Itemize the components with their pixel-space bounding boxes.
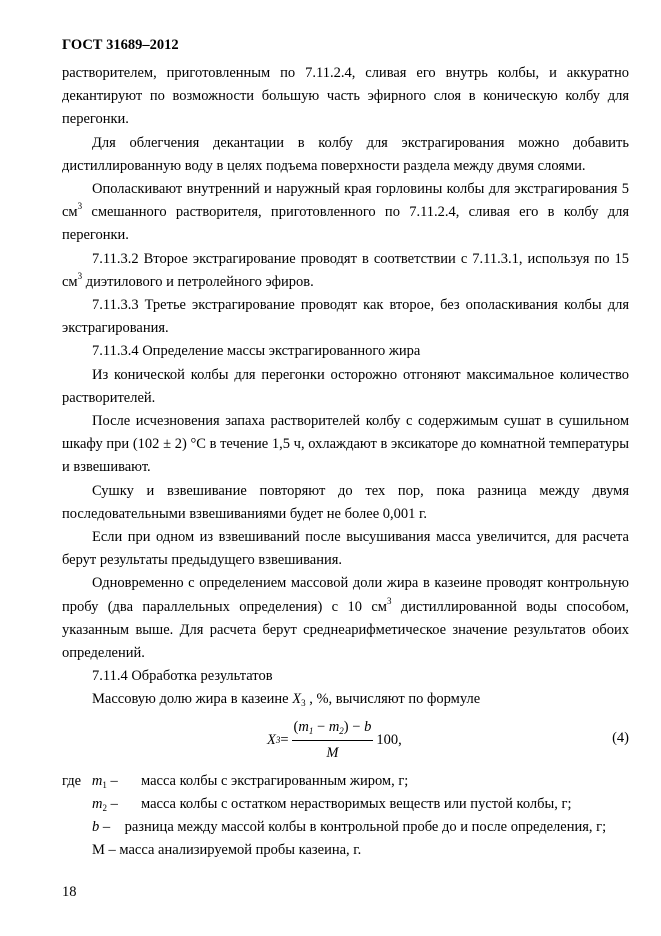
section-heading: 7.11.4 Обработка результатов (92, 668, 273, 685)
paragraph: растворителем, приготовленным по 7.11.2.4, сливая его внутрь колбы, и аккуратно декантируют по возможности большую часть эфирного слоя в коническую колбу для перегонки. (62, 65, 629, 128)
definition-item: М – масса анализируемой пробы казеина, г. (92, 842, 362, 859)
paragraph: После исчезновения запаха растворителей колбу с содержимым сушат в сушильном шкафу при (102 ± 2) °С в течение 1,5 ч, охлаждают в эксикаторе до комнатной температуры и взвешивают. (62, 413, 629, 476)
paragraph: Для облегчения декантации в колбу для экстрагирования можно добавить дистиллированную воду в целях подъема поверхности раздела между двумя слоями. (62, 134, 629, 174)
paragraph: Из конической колбы для перегонки осторожно отгоняют максимальное количество растворителей. (62, 366, 629, 406)
definition-item: b – разница между массой колбы в контрольной пробе до и после определения, г; (92, 819, 607, 836)
paragraph: 7.11.3.2 Второе экстрагирование проводят в соответствии с 7.11.3.1, используя по 15 $см^3$ диэтилового и петролейного эфиров. (62, 250, 629, 290)
paragraph: Ополаскивают внутренний и наружный края горловины колбы для экстрагирования 5 $см^3$ смешанного растворителя, приготовленного по 7.11.2.4, сливая его в колбу для перегонки. (62, 181, 629, 244)
paragraph: Одновременно с определением массовой доли жира в казеине проводят контрольную пробу (два параллельных определения) с 10 $см^3$ дистиллированной воды способом, указанным выше. Для расчета берут среднеарифметическое значение результатов обоих определений. (62, 575, 629, 662)
equation-number: (4) (612, 729, 629, 746)
page-number: 18 (62, 884, 77, 900)
formula: X 3 = $\frac{(m_1 - m_2) - b}{M}$ 100, (267, 716, 402, 765)
definition-item: $m_2$ – масса колбы с остатком нерастворимых веществ или пустой колбы, г; (92, 795, 572, 813)
formula-fraction (292, 716, 374, 765)
paragraph: 7.11.3.3 Третье экстрагирование проводят как второе, без ополаскивания колбы для экстрагирования. (62, 297, 629, 337)
section-heading: 7.11.3.4 Определение массы экстрагированного жира (92, 343, 421, 360)
paragraph: Сушку и взвешивание повторяют до тех пор, пока разница между двумя последовательными взвешиваниями будет не более 0,001 г. (62, 482, 629, 522)
paragraph: Массовую долю жира в казеине $X_3$ , %, вычисляют по формуле (92, 691, 481, 709)
definition-item: где $m_1$ – масса колбы с экстрагированным жиром, г; (62, 772, 409, 790)
formula-block (62, 712, 629, 766)
body-text (62, 62, 629, 863)
formula-denominator: M (326, 744, 339, 761)
formula-numerator: $(m_1 - m_2) - b$ (292, 716, 374, 741)
variable-definitions (62, 770, 629, 863)
standard-header: ГОСТ 31689–2012 (62, 37, 179, 53)
paragraph: Если при одном из взвешиваний после высушивания масса увеличится, для расчета берут результаты предыдущего взвешивания. (62, 529, 629, 569)
